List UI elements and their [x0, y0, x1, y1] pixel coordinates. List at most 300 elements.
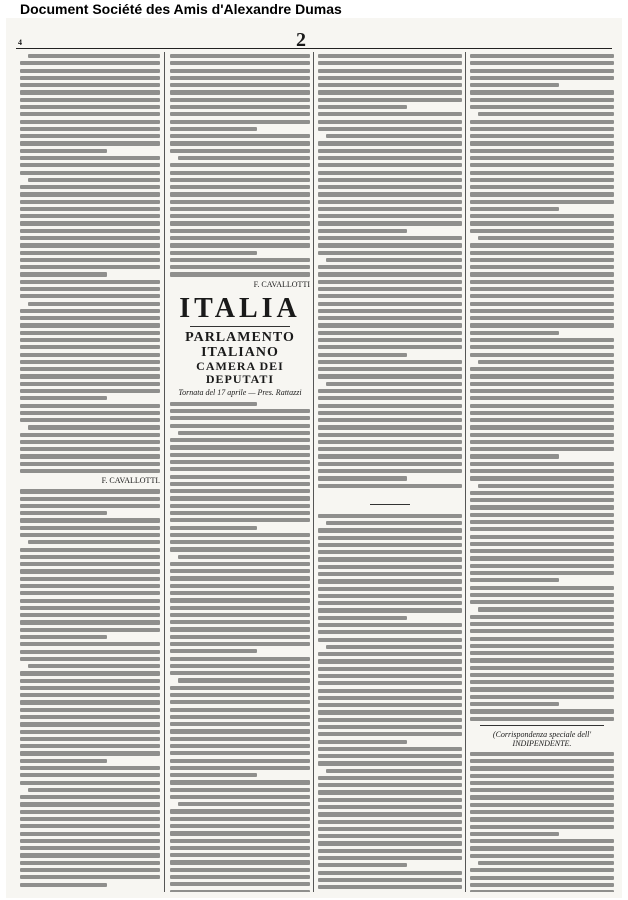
text-line	[20, 338, 160, 342]
text-block-4b	[470, 752, 614, 892]
text-line	[318, 885, 462, 889]
text-line	[470, 345, 614, 349]
text-line	[20, 236, 160, 240]
text-line	[20, 751, 160, 755]
text-line	[170, 839, 310, 843]
text-line	[318, 718, 462, 722]
text-line	[318, 536, 462, 540]
text-line	[470, 331, 559, 335]
top-rule	[16, 48, 612, 49]
text-line	[318, 418, 462, 422]
text-line	[318, 565, 462, 569]
text-block-2b	[170, 402, 310, 892]
text-line	[20, 251, 160, 255]
text-line	[20, 686, 160, 690]
text-line	[170, 120, 310, 124]
text-line	[20, 294, 160, 298]
text-line	[170, 824, 310, 828]
text-line	[470, 766, 614, 770]
text-line	[170, 598, 310, 602]
text-line	[318, 207, 462, 211]
text-line	[470, 61, 614, 65]
text-line	[318, 674, 462, 678]
text-line	[170, 773, 257, 777]
text-line	[20, 584, 160, 588]
text-line	[470, 69, 614, 73]
text-line	[20, 331, 160, 335]
text-line	[20, 722, 160, 726]
text-line	[20, 759, 107, 763]
text-line	[20, 396, 107, 400]
text-line	[20, 613, 160, 617]
text-line	[170, 185, 310, 189]
text-line	[470, 338, 614, 342]
text-line	[326, 382, 462, 386]
text-line	[470, 90, 614, 94]
column-rule	[164, 52, 165, 892]
text-line	[470, 294, 614, 298]
text-line	[470, 774, 614, 778]
column-4	[470, 54, 614, 892]
text-line	[470, 411, 614, 415]
text-line	[170, 229, 310, 233]
text-line	[170, 613, 310, 617]
text-line	[20, 839, 160, 843]
article-signature: F. CAVALLOTTI	[253, 279, 310, 289]
text-line	[470, 644, 614, 648]
text-line	[470, 578, 559, 582]
text-line	[318, 251, 462, 255]
text-line	[170, 214, 310, 218]
text-line	[20, 229, 160, 233]
text-line	[20, 83, 160, 87]
text-line	[318, 338, 462, 342]
text-line	[470, 513, 614, 517]
text-line	[20, 185, 160, 189]
text-line	[170, 134, 310, 138]
text-line	[20, 433, 160, 437]
text-line	[470, 141, 614, 145]
column-3	[318, 54, 462, 892]
text-line	[470, 265, 614, 269]
text-line	[170, 809, 310, 813]
text-line	[170, 453, 310, 457]
text-line	[318, 185, 462, 189]
text-line	[318, 557, 462, 561]
text-line	[170, 533, 310, 537]
text-line	[470, 795, 614, 799]
text-line	[20, 418, 160, 422]
text-line	[318, 265, 462, 269]
text-line	[20, 221, 160, 225]
text-line	[470, 680, 614, 684]
text-block-4a	[470, 54, 614, 721]
text-line	[20, 679, 160, 683]
text-line	[20, 599, 160, 603]
text-line	[318, 732, 462, 736]
text-line	[318, 447, 462, 451]
text-line	[20, 853, 160, 857]
text-line	[470, 54, 614, 58]
text-line	[318, 440, 462, 444]
text-line	[318, 703, 462, 707]
text-line	[470, 105, 614, 109]
text-line	[318, 389, 462, 393]
text-line	[470, 673, 614, 677]
text-line	[470, 440, 614, 444]
text-line	[170, 846, 310, 850]
page-number: 2	[296, 29, 306, 51]
text-line	[170, 171, 310, 175]
text-line	[170, 620, 310, 624]
text-line	[470, 454, 559, 458]
text-line	[20, 316, 160, 320]
text-line	[470, 389, 614, 393]
text-line	[170, 504, 310, 508]
text-line	[170, 83, 310, 87]
text-line	[318, 783, 462, 787]
text-line	[170, 759, 310, 763]
text-line	[470, 571, 614, 575]
text-line	[28, 178, 160, 182]
text-line	[20, 737, 160, 741]
text-line	[470, 207, 559, 211]
text-line	[170, 751, 310, 755]
text-line	[318, 178, 462, 182]
text-line	[20, 120, 160, 124]
text-line	[470, 883, 614, 887]
text-line	[20, 868, 160, 872]
text-line	[318, 120, 462, 124]
text-line	[318, 747, 462, 751]
text-line	[318, 740, 407, 744]
text-line	[20, 824, 160, 828]
text-line	[470, 788, 614, 792]
text-line	[470, 637, 614, 641]
text-line	[470, 666, 614, 670]
text-line	[20, 657, 160, 661]
text-line	[170, 518, 310, 522]
text-line	[170, 76, 310, 80]
text-line	[170, 817, 310, 821]
text-line	[170, 251, 257, 255]
text-line	[470, 280, 614, 284]
text-line	[478, 112, 614, 116]
text-line	[470, 447, 614, 451]
text-line	[20, 518, 160, 522]
text-line	[470, 382, 614, 386]
text-line	[470, 134, 614, 138]
text-line	[470, 418, 614, 422]
text-line	[318, 360, 462, 364]
text-line	[318, 659, 462, 663]
text-line	[170, 69, 310, 73]
text-line	[318, 805, 462, 809]
text-line	[20, 469, 160, 473]
text-line	[20, 243, 160, 247]
text-line	[170, 221, 310, 225]
text-line	[318, 163, 462, 167]
text-line	[28, 664, 160, 668]
text-line	[20, 642, 160, 646]
text-line	[470, 200, 614, 204]
text-line	[470, 309, 614, 313]
text-line	[170, 693, 310, 697]
text-line	[470, 505, 614, 509]
text-line	[20, 883, 107, 887]
text-line	[470, 846, 614, 850]
text-line	[170, 642, 310, 646]
text-line	[318, 454, 462, 458]
text-line	[318, 462, 462, 466]
text-block-3a	[318, 54, 462, 488]
text-line	[470, 156, 614, 160]
folio-left: 4	[18, 38, 22, 47]
text-line	[318, 127, 462, 131]
text-line	[170, 482, 310, 486]
text-line	[470, 759, 614, 763]
text-line	[20, 272, 107, 276]
text-line	[170, 243, 310, 247]
correspondence-rule	[480, 725, 604, 726]
text-line	[20, 635, 107, 639]
text-line	[170, 890, 310, 892]
text-line	[318, 587, 462, 591]
text-line	[470, 302, 614, 306]
text-line	[178, 555, 310, 559]
text-line	[470, 163, 614, 167]
text-line	[318, 156, 462, 160]
text-line	[470, 651, 614, 655]
text-line	[20, 90, 160, 94]
text-line	[318, 638, 462, 642]
text-line	[170, 90, 310, 94]
sitting-line: Tornata del 17 aprile — Pres. Rattazzi	[178, 387, 302, 397]
text-line	[170, 569, 310, 573]
text-line	[170, 163, 310, 167]
text-line	[170, 416, 310, 420]
text-line	[170, 149, 310, 153]
text-line	[20, 374, 160, 378]
text-line	[470, 687, 614, 691]
text-line	[20, 744, 160, 748]
text-line	[170, 780, 310, 784]
text-line	[170, 265, 310, 269]
text-line	[318, 608, 462, 612]
text-line	[318, 528, 462, 532]
text-line	[170, 54, 310, 58]
text-line	[20, 171, 160, 175]
text-line	[318, 105, 407, 109]
text-line	[470, 527, 614, 531]
text-line	[318, 667, 462, 671]
text-line	[170, 178, 310, 182]
text-line	[470, 178, 614, 182]
text-line	[170, 207, 310, 211]
text-line	[470, 221, 614, 225]
text-line	[318, 601, 462, 605]
text-line	[318, 878, 462, 882]
text-line	[20, 606, 160, 610]
text-line	[20, 309, 160, 313]
text-line	[20, 708, 160, 712]
masthead-rule	[190, 326, 290, 327]
text-line	[20, 258, 160, 262]
text-line	[318, 681, 462, 685]
text-line	[20, 555, 160, 559]
text-line	[20, 382, 160, 386]
text-line	[318, 710, 462, 714]
text-line	[470, 717, 614, 721]
text-line	[20, 69, 160, 73]
watermark-banner: Document Société des Amis d'Alexandre Dumas	[0, 0, 628, 18]
text-line	[20, 127, 160, 131]
text-line	[20, 715, 160, 719]
text-line	[318, 856, 462, 860]
text-line	[28, 788, 160, 792]
text-line	[318, 149, 462, 153]
text-line	[318, 396, 462, 400]
text-line	[318, 469, 462, 473]
text-line	[470, 462, 614, 466]
text-line	[318, 425, 462, 429]
section-masthead	[170, 292, 310, 398]
text-line	[470, 876, 614, 880]
text-line	[170, 460, 310, 464]
text-line	[20, 569, 160, 573]
text-line	[20, 693, 160, 697]
text-line	[470, 615, 614, 619]
text-line	[318, 834, 462, 838]
text-line	[170, 737, 310, 741]
text-line	[170, 744, 310, 748]
newspaper-page	[6, 18, 622, 898]
text-line	[170, 272, 310, 276]
text-line	[318, 798, 462, 802]
column-rule	[465, 52, 466, 892]
text-line	[318, 345, 462, 349]
text-line	[318, 630, 462, 634]
column-2	[170, 54, 310, 892]
text-line	[318, 90, 462, 94]
text-line	[20, 141, 160, 145]
text-line	[28, 540, 160, 544]
text-line	[20, 61, 160, 65]
text-line	[318, 572, 462, 576]
text-block-3b	[318, 514, 462, 892]
text-line	[470, 396, 614, 400]
text-line	[470, 98, 614, 102]
text-line	[470, 781, 614, 785]
text-line	[318, 543, 462, 547]
text-line	[470, 76, 614, 80]
text-line	[178, 802, 310, 806]
text-line	[20, 149, 107, 153]
text-line	[170, 591, 310, 595]
text-line	[318, 594, 462, 598]
text-line	[318, 236, 462, 240]
text-line	[478, 861, 614, 865]
text-line	[170, 424, 310, 428]
text-line	[20, 280, 160, 284]
text-line	[170, 141, 310, 145]
text-block-1a	[20, 54, 160, 473]
text-line	[470, 404, 614, 408]
text-line	[470, 83, 559, 87]
text-line	[170, 875, 310, 879]
text-line	[20, 620, 160, 624]
text-line	[170, 576, 310, 580]
text-line	[318, 820, 462, 824]
text-line	[20, 200, 160, 204]
text-line	[170, 540, 310, 544]
text-line	[20, 766, 160, 770]
text-line	[20, 548, 160, 552]
text-line	[20, 404, 160, 408]
text-line	[318, 863, 407, 867]
text-line	[28, 425, 160, 429]
text-line	[470, 803, 614, 807]
text-line	[318, 309, 462, 313]
text-line	[326, 258, 462, 262]
text-line	[470, 272, 614, 276]
text-line	[470, 868, 614, 872]
text-line	[170, 445, 310, 449]
text-line	[20, 265, 160, 269]
text-line	[470, 817, 614, 821]
text-line	[170, 526, 257, 530]
text-line	[20, 489, 160, 493]
text-line	[326, 769, 462, 773]
text-line	[318, 221, 462, 225]
text-line	[318, 353, 407, 357]
text-line	[470, 593, 614, 597]
text-line	[318, 776, 462, 780]
text-line	[318, 411, 462, 415]
text-line	[318, 229, 407, 233]
text-line	[170, 584, 310, 588]
text-line	[470, 520, 614, 524]
text-line	[470, 695, 614, 699]
text-line	[20, 497, 160, 501]
text-line	[326, 134, 462, 138]
text-line	[20, 192, 160, 196]
text-line	[318, 761, 462, 765]
text-line	[20, 810, 160, 814]
text-line	[318, 192, 462, 196]
text-line	[20, 214, 160, 218]
text-line	[20, 367, 160, 371]
text-line	[20, 526, 160, 530]
text-line	[470, 251, 614, 255]
text-line	[470, 629, 614, 633]
text-line	[470, 214, 614, 218]
text-line	[470, 229, 614, 233]
text-line	[170, 686, 310, 690]
text-line	[170, 475, 310, 479]
text-line	[20, 287, 160, 291]
text-line	[318, 98, 462, 102]
text-line	[470, 709, 614, 713]
text-line	[318, 616, 407, 620]
text-line	[470, 839, 614, 843]
text-line	[20, 628, 160, 632]
text-line	[170, 788, 310, 792]
text-line	[318, 171, 462, 175]
text-line	[318, 484, 462, 488]
text-line	[318, 54, 462, 58]
text-line	[470, 535, 614, 539]
